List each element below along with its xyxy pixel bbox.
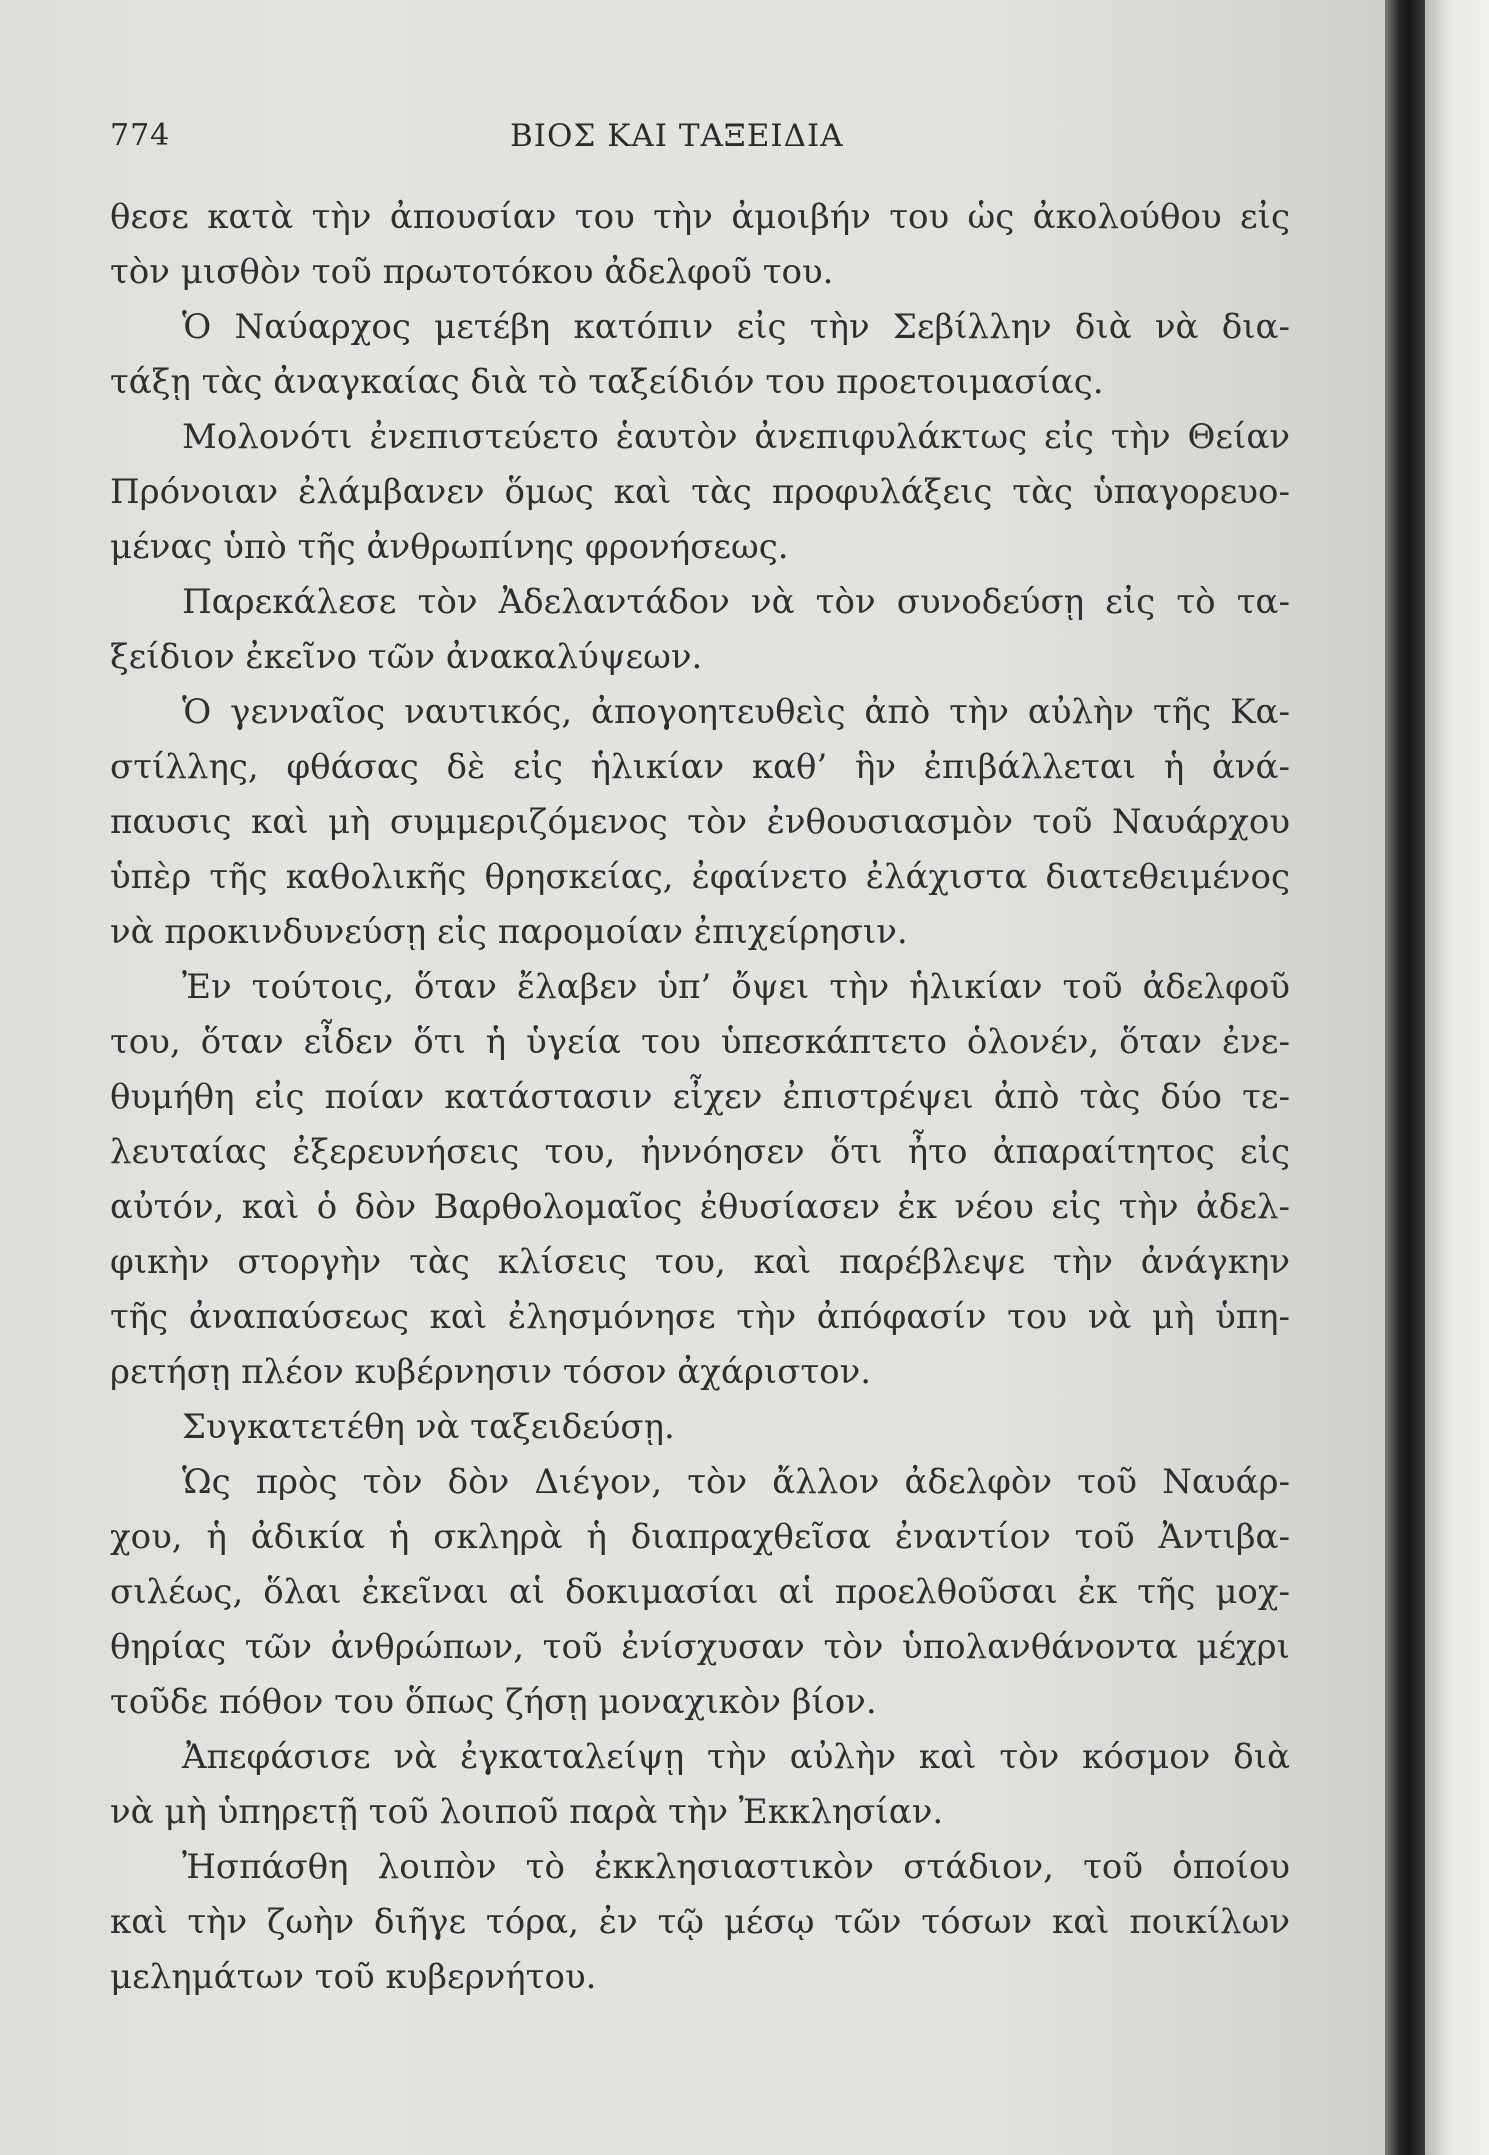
text-line: του, ὅταν εἶδεν ὅτι ἡ ὑγεία του ὑπεσκάπτετο ὁλονέν, ὅταν ἐνε- — [110, 1022, 1290, 1062]
text-line: ρετήσῃ πλέον κυβέρνησιν τόσον ἀχάριστον. — [110, 1352, 872, 1392]
facing-page-edge — [1425, 0, 1489, 2155]
text-line: μελημάτων τοῦ κυβερνήτου. — [110, 1957, 597, 1997]
text-line: τάξῃ τὰς ἀναγκαίας διὰ τὸ ταξείδιόν του προετοιμασίας. — [110, 362, 1104, 402]
text-line: Συγκατετέθη νὰ ταξειδεύσῃ. — [182, 1407, 675, 1447]
text-line: Ἠσπάσθη λοιπὸν τὸ ἐκκλησιαστικὸν στάδιον, τοῦ ὁποίου — [182, 1847, 1290, 1887]
text-line: αὐτόν, καὶ ὁ δὸν Βαρθολομαῖος ἐθυσίασεν ἐκ νέου εἰς τὴν ἀδελ- — [110, 1187, 1290, 1227]
text-line: φικὴν στοργὴν τὰς κλίσεις του, καὶ παρέβλεψε τὴν ἀνάγκην — [110, 1242, 1290, 1282]
text-line: Παρεκάλεσε τὸν Ἀδελαντάδον νὰ τὸν συνοδεύσῃ εἰς τὸ τα- — [182, 582, 1290, 622]
text-line: παυσις καὶ μὴ συμμεριζόμενος τὸν ἐνθουσιασμὸν τοῦ Ναυάρχου — [110, 802, 1290, 842]
text-line: τὸν μισθὸν τοῦ πρωτοτόκου ἀδελφοῦ του. — [110, 252, 834, 292]
text-line: νὰ μὴ ὑπηρετῇ τοῦ λοιποῦ παρὰ τὴν Ἐκκλησίαν. — [110, 1792, 944, 1832]
text-line: Ἀπεφάσισε νὰ ἐγκαταλείψῃ τὴν αὐλὴν καὶ τὸν κόσμον διὰ — [182, 1737, 1290, 1777]
text-line: χου, ἡ ἀδικία ἡ σκληρὰ ἡ διαπραχθεῖσα ἐναντίον τοῦ Ἀντιβα- — [110, 1517, 1290, 1557]
text-line: καὶ τὴν ζωὴν διῆγε τόρα, ἐν τῷ μέσῳ τῶν τόσων καὶ ποικίλων — [110, 1902, 1290, 1942]
text-line: Ὁ Ναύαρχος μετέβη κατόπιν εἰς τὴν Σεβίλλην διὰ νὰ δια- — [182, 307, 1290, 347]
body-text — [110, 190, 1290, 2005]
text-line: στίλλης, φθάσας δὲ εἰς ἡλικίαν καθ’ ἣν ἐπιβάλλεται ἡ ἀνά- — [110, 747, 1290, 787]
text-line: Ὁ γενναῖος ναυτικός, ἀπογοητευθεὶς ἀπὸ τὴν αὐλὴν τῆς Κα- — [182, 692, 1290, 732]
text-line: θεσε κατὰ τὴν ἀπουσίαν του τὴν ἀμοιβήν του ὡς ἀκολούθου εἰς — [110, 197, 1290, 237]
text-line: Πρόνοιαν ἐλάμβανεν ὅμως καὶ τὰς προφυλάξεις τὰς ὑπαγορευο- — [110, 472, 1290, 512]
text-line: ξείδιον ἐκεῖνο τῶν ἀνακαλύψεων. — [110, 637, 703, 677]
text-line: θυμήθη εἰς ποίαν κατάστασιν εἶχεν ἐπιστρέψει ἀπὸ τὰς δύο τε- — [110, 1077, 1290, 1117]
text-line: νὰ προκινδυνεύσῃ εἰς παρομοίαν ἐπιχείρησιν. — [110, 912, 908, 952]
page-header — [110, 118, 1290, 168]
text-line: λευταίας ἐξερευνήσεις του, ἠννόησεν ὅτι ἦτο ἀπαραίτητος εἰς — [110, 1132, 1290, 1172]
book-gutter — [1385, 0, 1425, 2155]
text-line: σιλέως, ὅλαι ἐκεῖναι αἱ δοκιμασίαι αἱ προελθοῦσαι ἐκ τῆς μοχ- — [110, 1572, 1290, 1612]
text-line: Ἐν τούτοις, ὅταν ἔλαβεν ὑπ’ ὄψει τὴν ἡλικίαν τοῦ ἀδελφοῦ — [182, 967, 1290, 1007]
running-title: ΒΙΟΣ ΚΑΙ ΤΑΞΕΙΔΙΑ — [510, 118, 844, 154]
text-line: τοῦδε πόθον του ὅπως ζήσῃ μοναχικὸν βίον. — [110, 1682, 877, 1722]
text-line: ὑπὲρ τῆς καθολικῆς θρησκείας, ἐφαίνετο ἐλάχιστα διατεθειμένος — [110, 857, 1290, 897]
text-line: Ὡς πρὸς τὸν δὸν Διέγον, τὸν ἄλλον ἀδελφὸν τοῦ Ναυάρ- — [182, 1462, 1290, 1502]
text-line: θηρίας τῶν ἀνθρώπων, τοῦ ἐνίσχυσαν τὸν ὑπολανθάνοντα μέχρι — [110, 1627, 1290, 1667]
page-number: 774 — [110, 118, 171, 153]
text-line: τῆς ἀναπαύσεως καὶ ἐλησμόνησε τὴν ἀπόφασίν του νὰ μὴ ὑπη- — [110, 1297, 1290, 1337]
text-line: Μολονότι ἐνεπιστεύετο ἑαυτὸν ἀνεπιφυλάκτως εἰς τὴν Θείαν — [182, 417, 1290, 457]
text-line: μένας ὑπὸ τῆς ἀνθρωπίνης φρονήσεως. — [110, 527, 789, 567]
